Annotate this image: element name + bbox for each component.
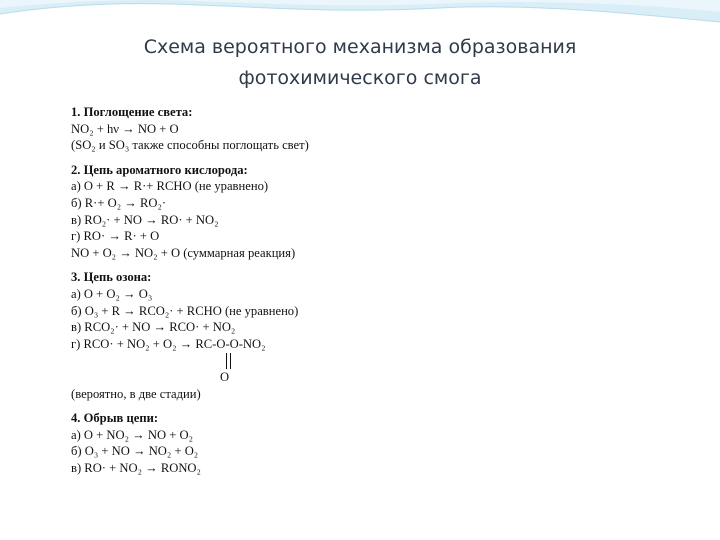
reaction-line: NO + O₂ → NO₂ + O (суммарная реакция)	[71, 245, 296, 260]
reaction-line: а) О + NO₂ → NO + O₂	[71, 427, 193, 442]
reaction-line: в) RCO₂· + NO → RCO· + NO₂	[71, 320, 236, 335]
section-4-heading: 4. Обрыв цепи:	[71, 411, 159, 426]
section-2-heading: 2. Цепь ароматного кислорода:	[71, 162, 248, 177]
reaction-line: г) RCO· + NO₂ + O₂ → RC-O-O-NO₂	[71, 336, 266, 351]
reaction-line: NO₂ + hν → NO + O	[71, 121, 179, 136]
reaction-line: в) RO₂· + NO → RO· + NO₂	[71, 212, 219, 227]
reaction-line: г) RO· → R· + O	[71, 229, 160, 244]
reaction-line: (SO₂ и SO₃ также способны поглощать свет)	[71, 138, 309, 153]
title-line-1: Схема вероятного механизма образования	[143, 36, 577, 58]
reaction-line: б) О₃ + NO → NO₂ + O₂	[71, 444, 199, 459]
section-3-heading: 3. Цепь озона:	[71, 270, 152, 285]
double-bond-line	[71, 352, 671, 369]
reaction-line: б) О₃ + R → RCO₂· + RCHO (не уравнено)	[71, 303, 299, 318]
slide-title	[60, 32, 660, 94]
reaction-line: б) R·+ O₂ → RO₂·	[71, 195, 167, 210]
carbonyl-oxygen: O	[220, 369, 230, 384]
reaction-line: в) RO· + NO₂ → RONO₂	[71, 460, 201, 475]
reaction-line: а) О + R → R·+ RCHO (не уравнено)	[71, 179, 269, 194]
double-bond-mark	[226, 353, 231, 369]
title-line-2: фотохимического смога	[238, 67, 482, 89]
reaction-line: а) О + О₂ → О₃	[71, 286, 153, 301]
mechanism-content	[71, 104, 671, 476]
reaction-note: (вероятно, в две стадии)	[71, 386, 201, 401]
section-1-heading: 1. Поглощение света:	[71, 105, 193, 119]
